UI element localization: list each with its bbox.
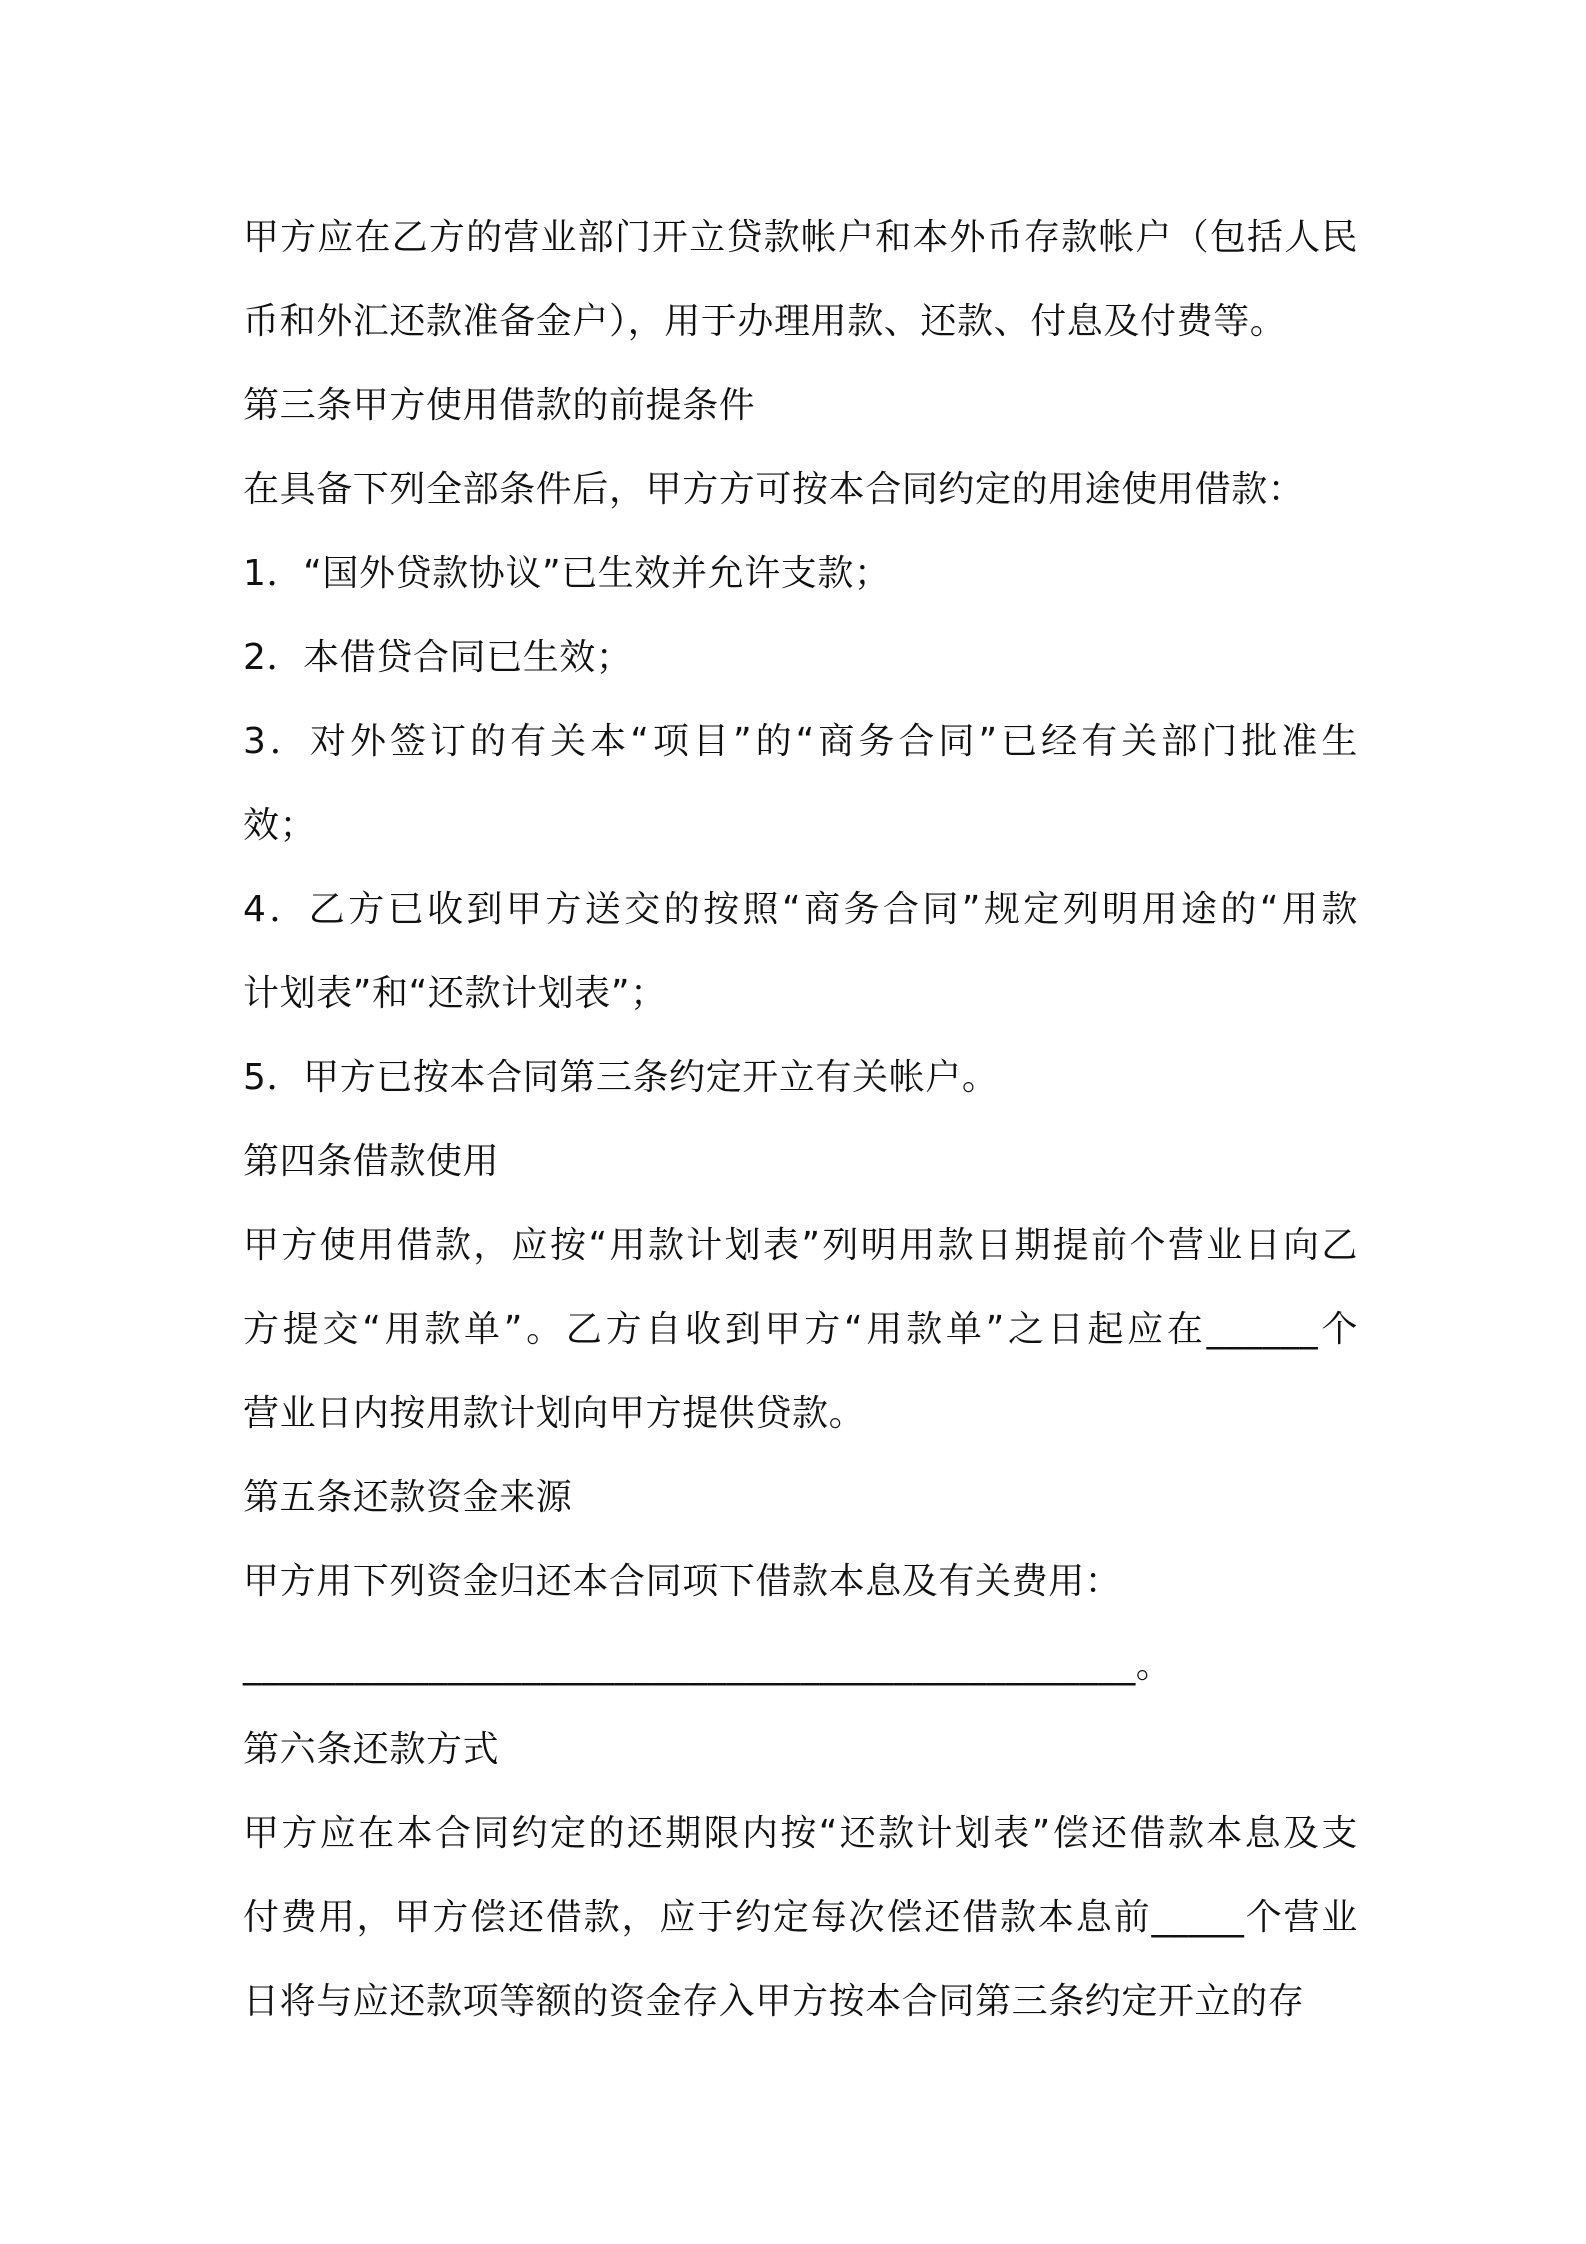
paragraph-line: 甲方使用借款，应按“用款计划表”列明用款日期提前个营业日向乙 [243, 1225, 1358, 1266]
list-item: 2．本借贷合同已生效； [243, 637, 633, 678]
section-heading: 第四条借款使用 [243, 1141, 500, 1182]
section-heading: 第三条甲方使用借款的前提条件 [243, 385, 756, 426]
paragraph-line: 甲方应在本合同约定的还期限内按“还款计划表”偿还借款本息及支 [243, 1813, 1358, 1854]
paragraph-line: 甲方应在乙方的营业部门开立贷款帐户和本外币存款帐户（包括人民 [243, 217, 1358, 258]
section-heading: 第六条还款方式 [243, 1729, 500, 1770]
list-item-continuation: 计划表”和“还款计划表”； [243, 973, 667, 1014]
paragraph-line: 甲方用下列资金归还本合同项下借款本息及有关费用： [243, 1561, 1122, 1602]
document-body [243, 196, 1363, 2044]
paragraph-line: 方提交“用款单”。乙方自收到甲方“用款单”之日起应在______个 [243, 1309, 1358, 1350]
paragraph-line: 币和外汇还款准备金户），用于办理用款、还款、付息及付费等。 [243, 301, 1287, 342]
blank-fill-line: ________________________________________________。 [243, 1645, 1173, 1686]
list-item-continuation: 效； [243, 805, 317, 846]
paragraph-line: 在具备下列全部条件后，甲方方可按本合同约定的用途使用借款： [243, 469, 1305, 510]
list-item: 5．甲方已按本合同第三条约定开立有关帐户。 [243, 1057, 999, 1098]
list-item: 4．乙方已收到甲方送交的按照“商务合同”规定列明用途的“用款 [243, 889, 1358, 930]
list-item: 1．“国外贷款协议”已生效并允许支款； [243, 553, 891, 594]
paragraph-line: 付费用，甲方偿还借款，应于约定每次偿还借款本息前_____个营业 [243, 1897, 1358, 1938]
paragraph-line: 日将与应还款项等额的资金存入甲方按本合同第三条约定开立的存 [243, 1981, 1305, 2022]
section-heading: 第五条还款资金来源 [243, 1477, 573, 1518]
paragraph-line: 营业日内按用款计划向甲方提供贷款。 [243, 1393, 866, 1434]
list-item: 3．对外签订的有关本“项目”的“商务合同”已经有关部门批准生 [243, 721, 1358, 762]
